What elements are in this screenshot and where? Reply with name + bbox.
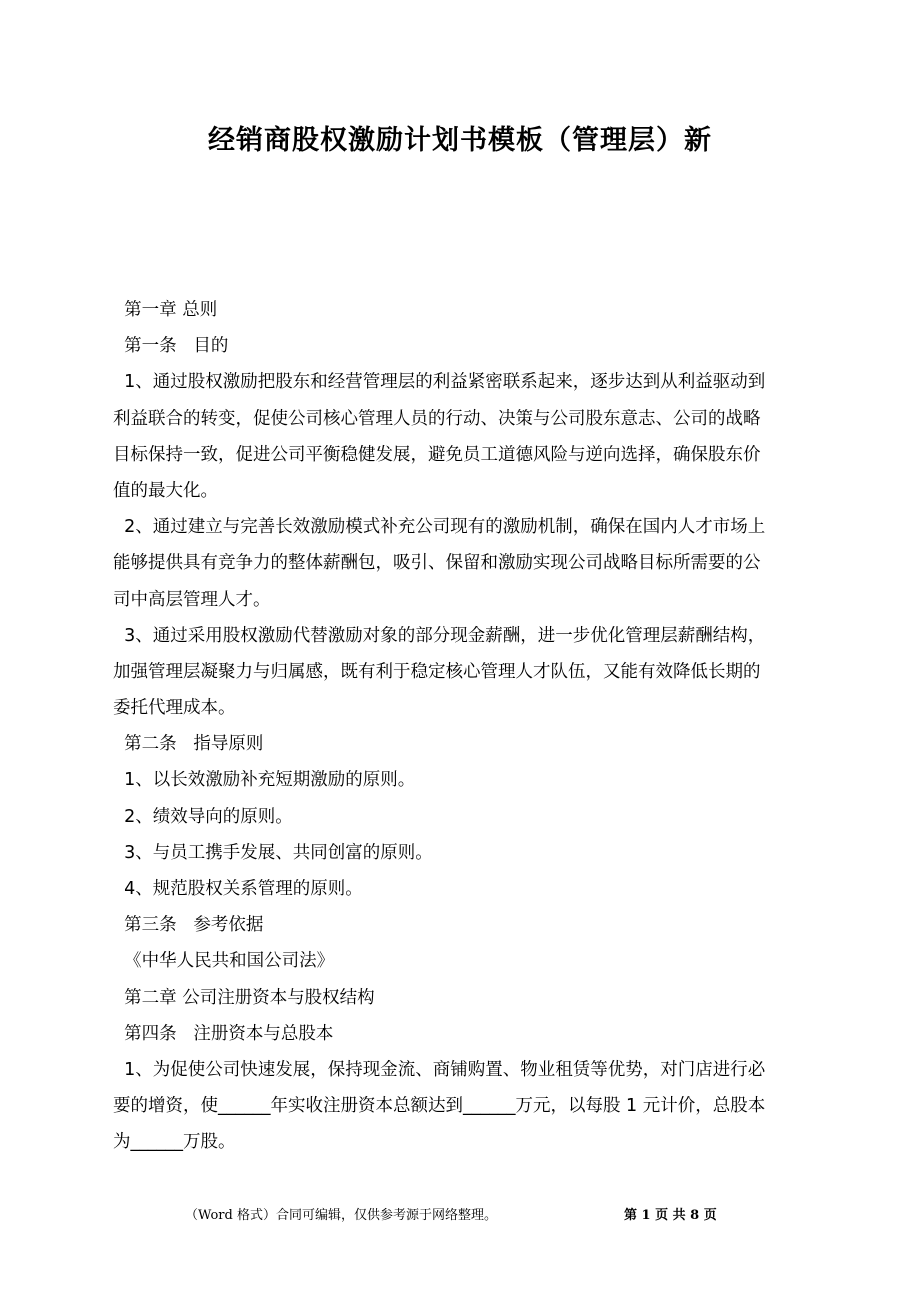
body-line: 第二章 公司注册资本与股权结构 [113, 987, 375, 1008]
body-line: 第一条 目的 [113, 336, 229, 357]
body-line: 委托代理成本。 [113, 698, 236, 719]
body-line: 要的增资，使______年实收注册资本总额达到______万元，以每股 1 元计价，总股本 [113, 1096, 766, 1117]
body-line: 第三条 参考依据 [113, 915, 264, 936]
body-line: 2、绩效导向的原则。 [113, 806, 293, 827]
body-line: 3、与员工携手发展、共同创富的原则。 [113, 842, 433, 863]
body-line: 司中高层管理人才。 [113, 589, 271, 610]
body-line: 1、为促使公司快速发展，保持现金流、商铺购置、物业租赁等优势，对门店进行必 [113, 1059, 766, 1080]
body-line: 能够提供具有竞争力的整体薪酬包，吸引、保留和激励实现公司战略目标所需要的公 [113, 553, 761, 574]
document-body [113, 292, 813, 1161]
document-title: 经销商股权激励计划书模板（管理层）新 [208, 125, 712, 156]
body-line: 第四条 注册资本与总股本 [113, 1023, 334, 1044]
body-line: 2、通过建立与完善长效激励模式补充公司现有的激励机制，确保在国内人才市场上 [113, 517, 766, 538]
body-line: 第一章 总则 [113, 300, 218, 320]
body-line: 第二条 指导原则 [113, 734, 264, 755]
body-line: 4、规范股权关系管理的原则。 [113, 879, 363, 899]
page-number: 第 1 页 共 8 页 [624, 1208, 717, 1223]
page-footer [0, 1204, 920, 1228]
body-line: 为______万股。 [113, 1132, 236, 1153]
body-line: 值的最大化。 [113, 480, 218, 501]
footer-note: （Word 格式）合同可编辑，仅供参考源于网络整理。 [185, 1208, 497, 1223]
body-line: 加强管理层凝聚力与归属感，既有利于稳定核心管理人才队伍，又能有效降低长期的 [113, 661, 761, 682]
body-line: 1、通过股权激励把股东和经营管理层的利益紧密联系起来，逐步达到从利益驱动到 [113, 372, 766, 393]
body-line: 利益联合的转变，促使公司核心管理人员的行动、决策与公司股东意志、公司的战略 [113, 408, 761, 429]
body-line: 3、通过采用股权激励代替激励对象的部分现金薪酬，进一步优化管理层薪酬结构， [113, 625, 766, 646]
body-line: 目标保持一致，促进公司平衡稳健发展，避免员工道德风险与逆向选择，确保股东价 [113, 444, 761, 465]
body-line: 1、以长效激励补充短期激励的原则。 [113, 770, 416, 791]
body-line: 《中华人民共和国公司法》 [113, 951, 335, 972]
